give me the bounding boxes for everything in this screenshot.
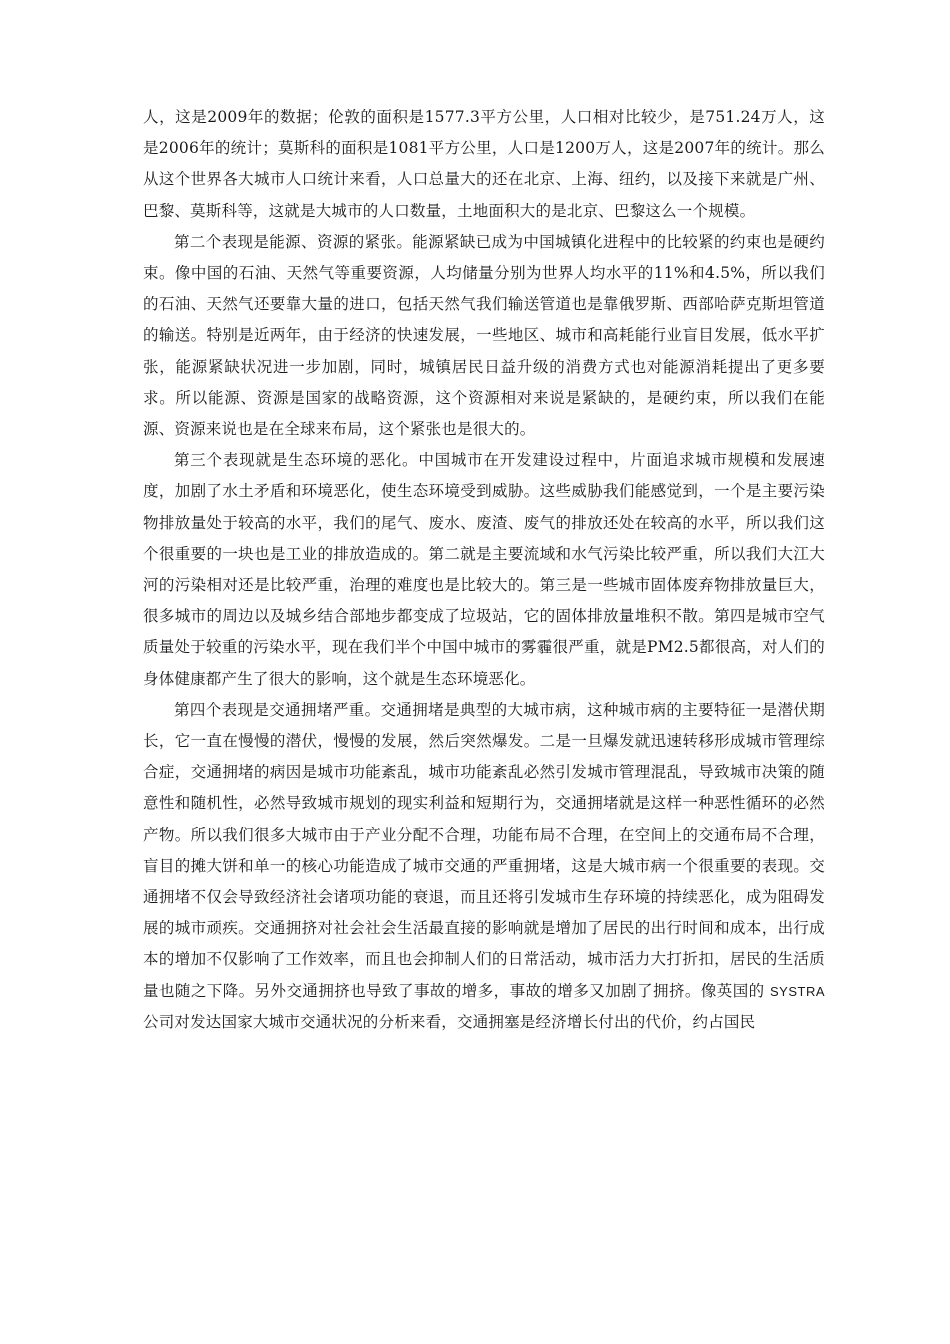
paragraph-traffic-text-end: 公司对发达国家大城市交通状况的分析来看，交通拥塞是经济增长付出的代价，约占国民 xyxy=(143,1012,756,1031)
paragraph-energy: 第二个表现是能源、资源的紧张。能源紧缺已成为中国城镇化进程中的比较紧的约束也是硬约束。像中国的石油、天然气等重要资源，人均储量分别为世界人均水平的11%和4.5%，所以我们的石油、天然气还要靠大量的进口，包括天然气我们输送管道也是靠俄罗斯、西部哈萨克斯坦管道的输送。特别是近两年，由于经济的快速发展，一些地区、城市和高耗能行业盲目发展，低水平扩张，能源紧缺状况进一步加剧，同时，城镇居民日益升级的消费方式也对能源消耗提出了更多要求。所以能源、资源是国家的战略资源，这个资源相对来说是紧缺的，是硬约束，所以我们在能源、资源来说也是在全球来布局，这个紧张也是很大的。 xyxy=(143,232,825,439)
paragraph-traffic-text-start: 第四个表现是交通拥堵严重。交通拥堵是典型的大城市病，这种城市病的主要特征一是潜伏期长，它一直在慢慢的潜伏，慢慢的发展，然后突然爆发。二是一旦爆发就迅速转移形成城市管理综合症，交通拥堵的病因是城市功能紊乱，城市功能紊乱必然引发城市管理混乱，导致城市决策的随意性和随机性，必然导致城市规划的现实利益和短期行为，交通拥堵就是这样一种恶性循环的必然产物。所以我们很多大城市由于产业分配不合理，功能布局不合理，在空间上的交通布局不合理，盲目的摊大饼和单一的核心功能造成了城市交通的严重拥堵，这是大城市病一个很重要的表现。交通拥堵不仅会导致经济社会诸项功能的衰退，而且还将引发城市生存环境的持续恶化，成为阻碍发展的城市顽疾。交通拥挤对社会社会生活最直接的影响就是增加了居民的出行时间和成本，出行成本的增加不仅影响了工作效率，而且也会抑制人们的日常活动，城市活力大打折扣，居民的生活质量也随之下降。另外交通拥挤也导致了事故的增多，事故的增多又加剧了拥挤。像英国的 xyxy=(143,700,825,1000)
paragraph-population: 人，这是2009年的数据；伦敦的面积是1577.3平方公里，人口相对比较少，是751.24万人，这是2006年的统计；莫斯科的面积是1081平方公里，人口是1200万人，这是2007年的统计。那么从这个世界各大城市人口统计来看，人口总量大的还在北京、上海、纽约，以及接下来就是广州、巴黎、莫斯科等，这就是大城市的人口数量，土地面积大的是北京、巴黎这么一个规模。 xyxy=(143,108,825,220)
paragraph-environment: 第三个表现就是生态环境的恶化。中国城市在开发建设过程中，片面追求城市规模和发展速度，加剧了水土矛盾和环境恶化，使生态环境受到威胁。这些威胁我们能感觉到，一个是主要污染物排放量处于较高的水平，我们的尾气、废水、废渣、废气的排放还处在较高的水平，所以我们这个很重要的一块也是工业的排放造成的。第二就是主要流域和水气污染比较严重，所以我们大江大河的污染相对还是比较严重，治理的难度也是比较大的。第三是一些城市固体废弃物排放量巨大，很多城市的周边以及城乡结合部地步都变成了垃圾站，它的固体排放量堆积不散。第四是城市空气质量处于较重的污染水平，现在我们半个中国中城市的雾霾很严重，就是PM2.5都很高，对人们的身体健康都产生了很大的影响，这个就是生态环境恶化。 xyxy=(143,451,825,688)
paragraph-traffic xyxy=(143,695,825,1038)
document-body xyxy=(143,102,825,1038)
company-name-systra: SYSTRA xyxy=(769,983,825,999)
